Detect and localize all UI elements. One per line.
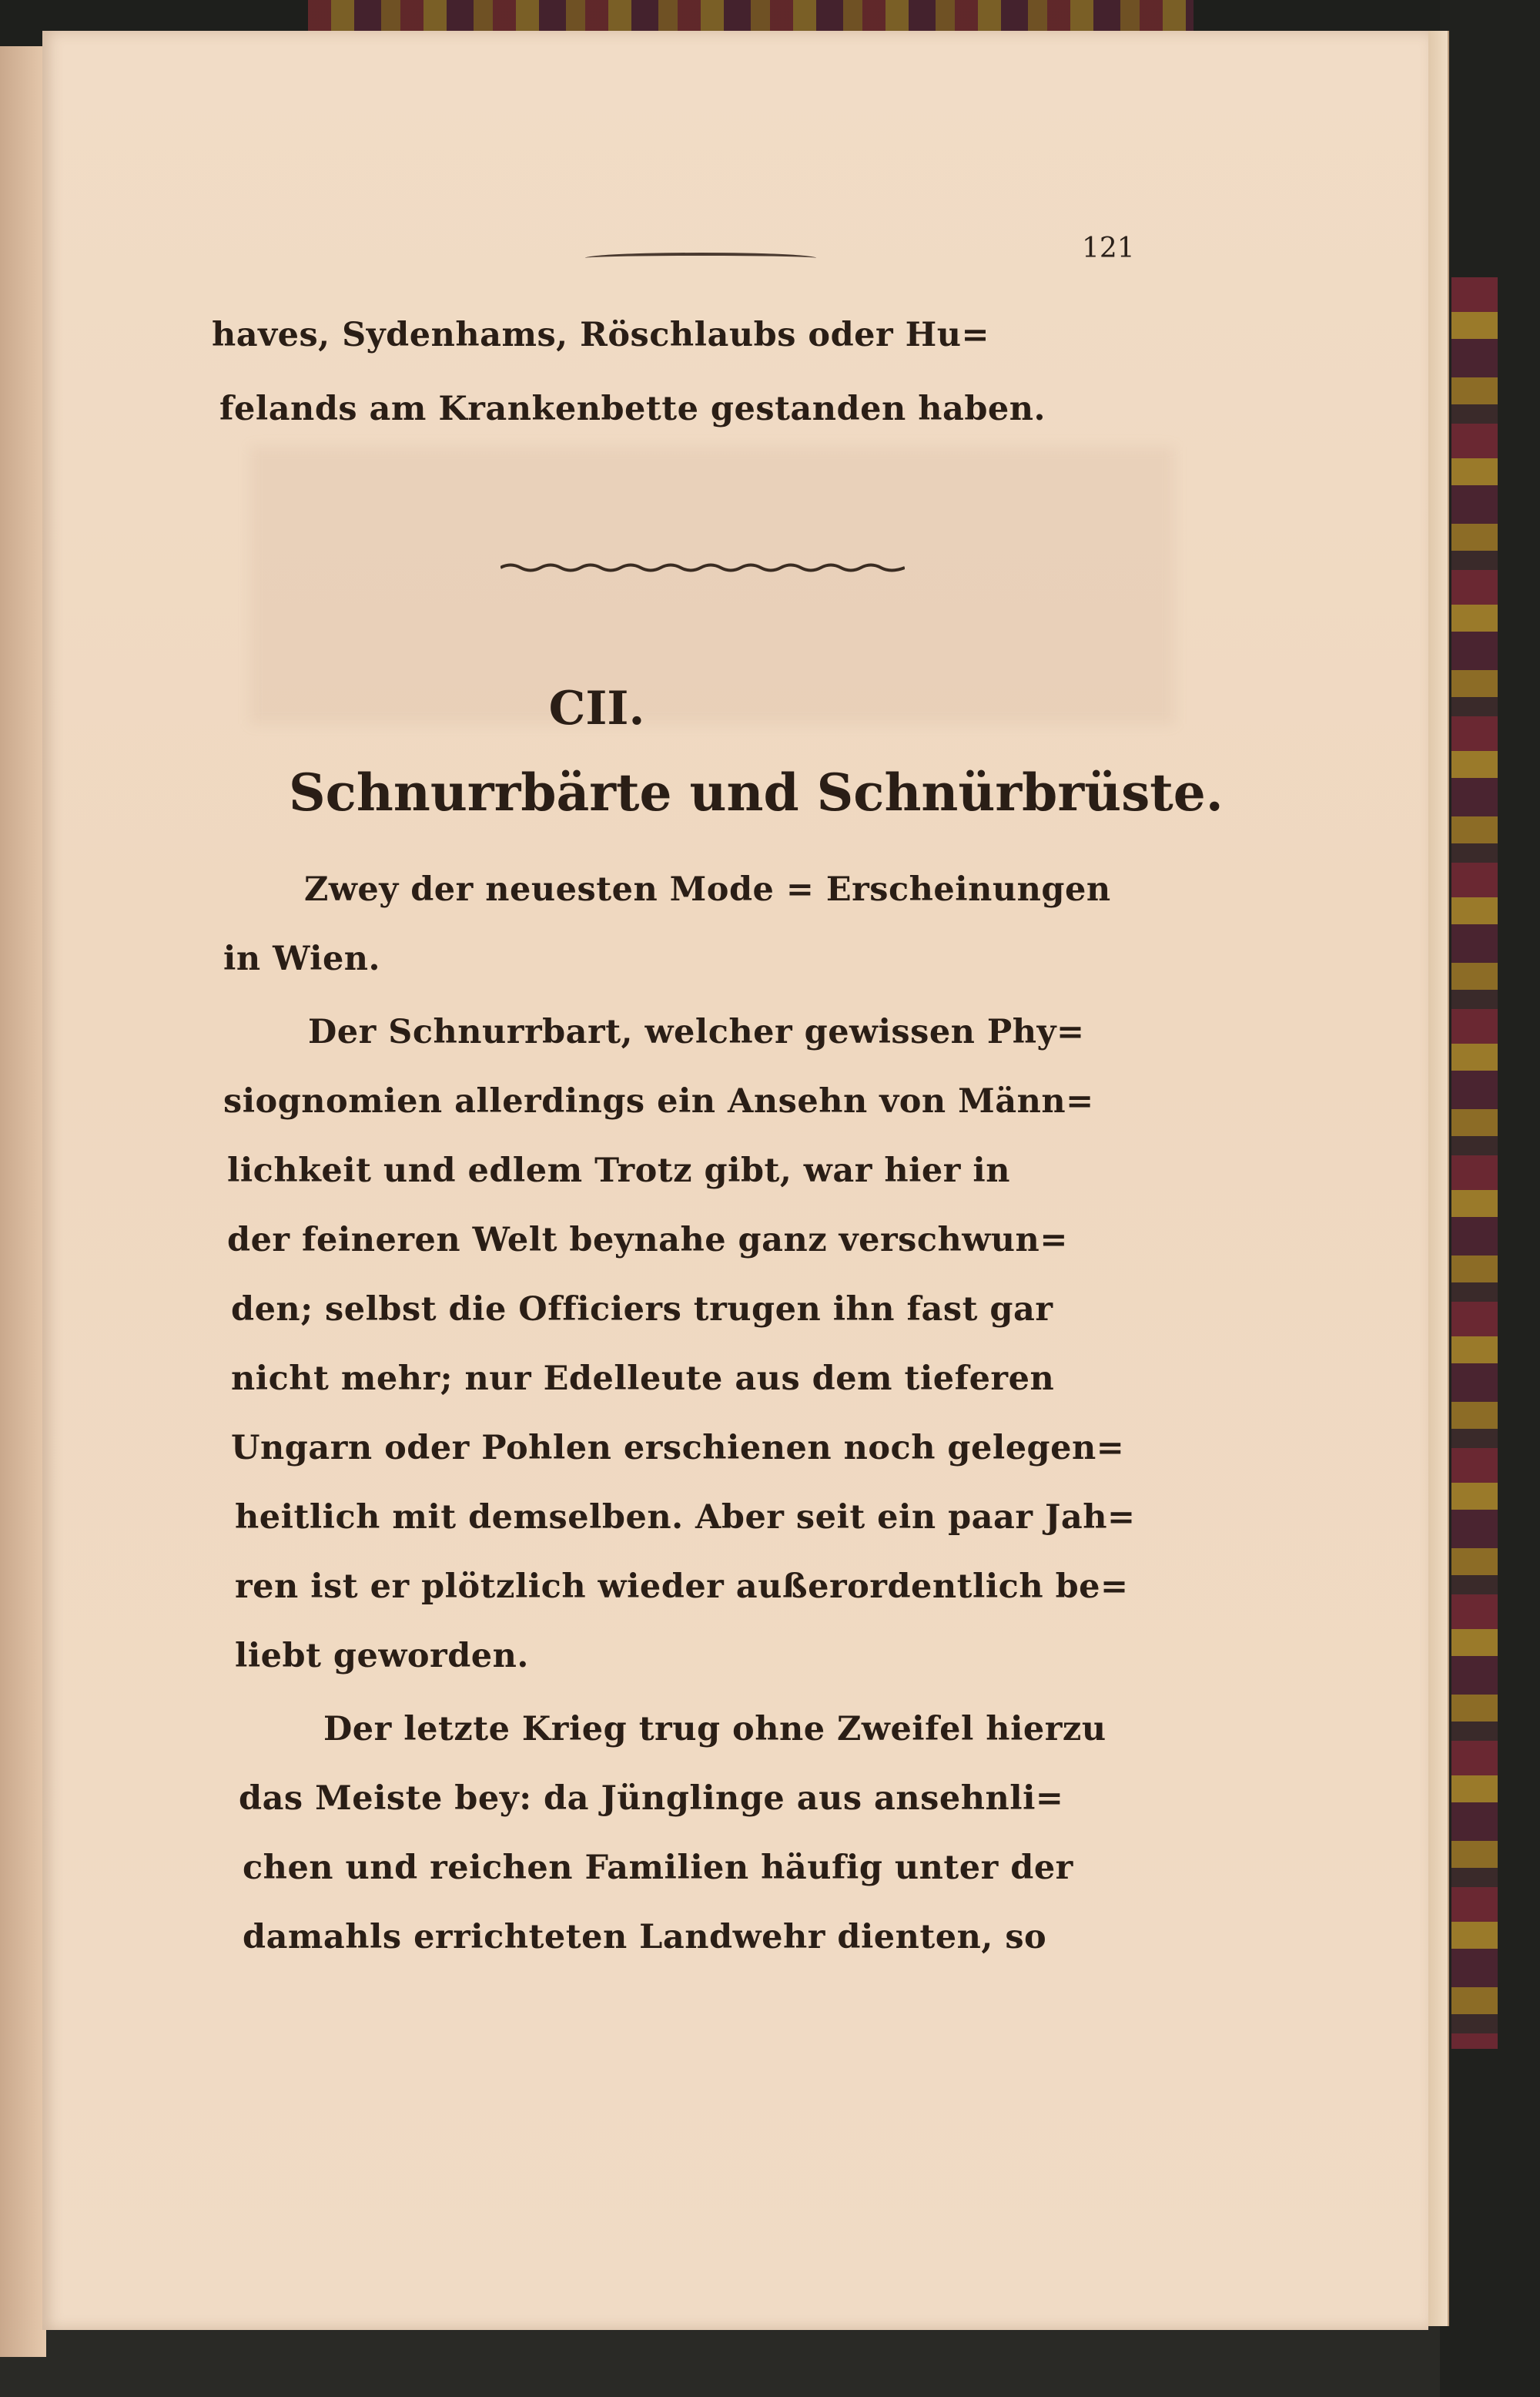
text-line: Zwey der neuesten Mode = Erscheinungen [304,870,1111,909]
text-line: der feineren Welt beynahe ganz verschwun= [227,1221,1068,1259]
header-rule [585,253,816,263]
facing-page-edge [0,46,46,2357]
text-line: liebt geworden. [235,1637,529,1675]
text-line: nicht mehr; nur Edelleute aus dem tieferen [231,1359,1055,1398]
text-line: ren ist er plötzlich wieder außerordentlich be= [235,1567,1129,1606]
text-line: heitlich mit demselben. Aber seit ein paar Jah= [235,1498,1136,1537]
section-title: Schnurrbärte und Schnürbrüste. [289,763,1224,823]
book-page [42,31,1428,2330]
text-line: lichkeit und edlem Trotz gibt, war hier in [227,1152,1010,1190]
text-line: haves, Sydenhams, Röschlaubs oder Hu= [212,316,990,354]
text-line: in Wien. [223,940,381,978]
text-line: das Meiste bey: da Jünglinge aus ansehnli= [239,1779,1064,1818]
text-line: siognomien allerdings ein Ansehn von Männ= [223,1082,1094,1121]
text-line: damahls errichteten Landwehr dienten, so [243,1918,1047,1956]
text-line: den; selbst die Officiers trugen ihn fast gar [231,1290,1053,1329]
text-line: Der letzte Krieg trug ohne Zweifel hierzu [323,1710,1106,1748]
page-number: 121 [1082,233,1135,264]
text-line: felands am Krankenbette gestanden haben. [219,390,1046,428]
text-line: Ungarn oder Pohlen erschienen noch gelegen= [231,1429,1125,1467]
section-number: CII. [548,682,645,736]
marbled-cover-edge [1451,277,1498,2049]
text-line: Der Schnurrbart, welcher gewissen Phy= [308,1013,1085,1051]
text-line: chen und reichen Familien häufig unter der [243,1849,1073,1887]
section-divider [500,562,905,573]
